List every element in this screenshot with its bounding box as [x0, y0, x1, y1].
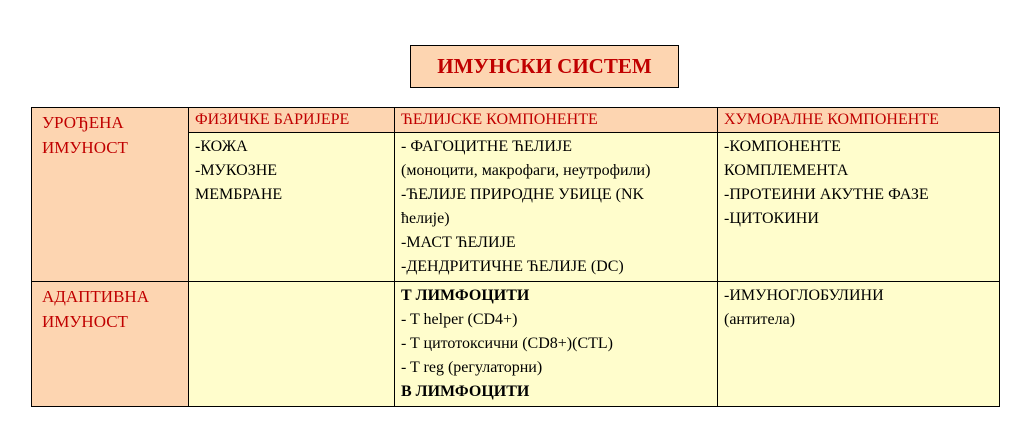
diagram-title: ИМУНСКИ СИСТЕМ [410, 45, 679, 88]
b-lymphocytes-heading: B ЛИМФОЦИТИ [401, 383, 530, 400]
row-header-adaptive-line-2: ИМУНОСТ [42, 312, 128, 331]
row-header-innate-line-1: УРОЂЕНА [42, 113, 124, 132]
immune-system-table [31, 107, 1000, 407]
list-item: -КОМПОНЕНТЕ [724, 138, 841, 155]
list-item: КОМПЛЕМЕНТА [724, 162, 849, 179]
column-header-humoral: ХУМОРАЛНЕ КОМПОНЕНТЕ [718, 108, 1000, 133]
innate-physical-cell [189, 133, 395, 282]
list-item: - T helper (CD4+) [401, 311, 518, 328]
innate-cellular-cell [395, 133, 718, 282]
list-item: - T цитотоксични (CD8+)(CTL) [401, 335, 613, 352]
list-item: - ФАГОЦИТНЕ ЋЕЛИЈЕ [401, 138, 572, 155]
list-item: (моноцити, макрофаги, неутрофили) [401, 162, 651, 179]
column-header-cellular: ЋЕЛИЈСКЕ КОМПОНЕНТЕ [395, 108, 718, 133]
list-item: -ДЕНДРИТИЧНЕ ЋЕЛИЈЕ (DC) [401, 258, 624, 275]
row-header-innate [32, 108, 189, 282]
list-item: -МАСТ ЋЕЛИЈЕ [401, 234, 516, 251]
list-item: -КОЖА [195, 138, 248, 155]
list-item: (антитела) [724, 311, 796, 328]
adaptive-cellular-cell [395, 282, 718, 407]
t-lymphocytes-heading: Т ЛИМФОЦИТИ [401, 287, 530, 304]
list-item: ћелије) [401, 210, 450, 227]
column-header-physical: ФИЗИЧКЕ БАРИЈЕРЕ [189, 108, 395, 133]
header-row [32, 108, 1000, 133]
row-header-adaptive [32, 282, 189, 407]
adaptive-physical-cell [189, 282, 395, 407]
row-header-innate-line-2: ИМУНОСТ [42, 138, 128, 157]
list-item: -ЦИТОКИНИ [724, 210, 819, 227]
innate-humoral-cell [718, 133, 1000, 282]
adaptive-row [32, 282, 1000, 407]
list-item: -ПРОТЕИНИ АКУТНЕ ФАЗЕ [724, 186, 929, 203]
list-item: - T reg (регулаторни) [401, 359, 543, 376]
row-header-adaptive-line-1: АДАПТИВНА [42, 287, 149, 306]
adaptive-humoral-cell [718, 282, 1000, 407]
list-item: -ЋЕЛИЈЕ ПРИРОДНЕ УБИЦЕ (NK [401, 186, 645, 203]
list-item: -МУКОЗНЕ [195, 162, 278, 179]
list-item: -ИМУНОГЛОБУЛИНИ [724, 287, 884, 304]
list-item: МЕМБРАНЕ [195, 186, 283, 203]
